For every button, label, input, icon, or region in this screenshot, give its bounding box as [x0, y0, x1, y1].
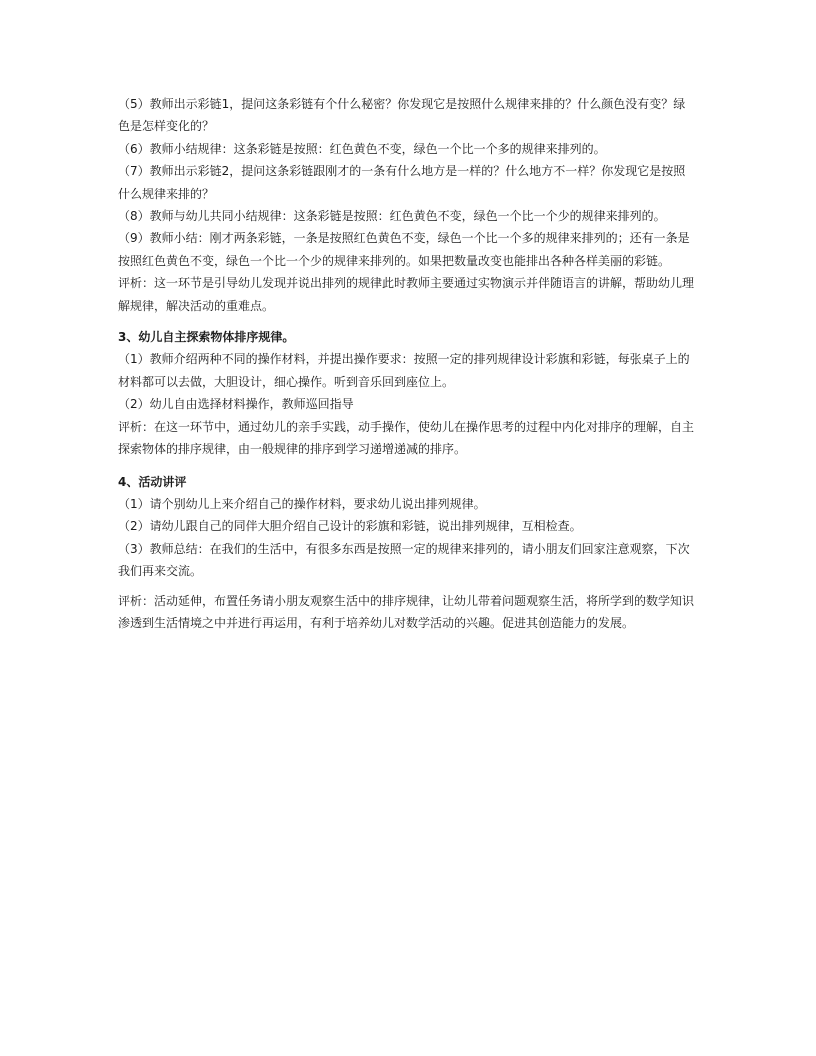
commentary-line: 评析：在这一环节中，通过幼儿的亲手实践，动手操作，使幼儿在操作思考的过程中内化对排序的理解，自主: [118, 419, 695, 434]
section-heading: 3、幼儿自主探索物体排序规律。: [118, 330, 295, 345]
commentary-line: 渗透到生活情境之中并进行再运用，有利于培养幼儿对数学活动的兴趣。促进其创造能力的发展。: [118, 615, 635, 630]
paragraph-line: 按照红色黄色不变，绿色一个比一个少的规律来排列的。如果把数量改变也能排出各种各样美丽的彩链。: [118, 253, 671, 268]
paragraph-line: （2）幼儿自由选择材料操作，教师巡回指导: [118, 397, 354, 412]
section-heading: 4、活动讲评: [118, 474, 187, 489]
paragraph-line: （8）教师与幼儿共同小结规律：这条彩链是按照：红色黄色不变，绿色一个比一个少的规律来排列的。: [118, 209, 666, 224]
commentary-line: 评析：活动延伸，布置任务请小朋友观察生活中的排序规律，让幼儿带着问题观察生活，将所学到的数学知识: [118, 593, 695, 608]
section-3: [118, 326, 700, 460]
paragraph-line: （6）教师小结规律：这条彩链是按照：红色黄色不变，绿色一个比一个多的规律来排列的。: [118, 141, 606, 156]
paragraph-line: （1）教师介绍两种不同的操作材料，并提出操作要求：按照一定的排列规律设计彩旗和彩链，每张桌子上的: [118, 352, 690, 367]
paragraph-line: （2）请幼儿跟自己的同伴大胆介绍自己设计的彩旗和彩链，说出排列规律，互相检查。: [118, 519, 582, 534]
paragraph-line: （7）教师出示彩链2，提问这条彩链跟刚才的一条有什么地方是一样的？什么地方不一样？你发现它是按照: [118, 164, 686, 179]
paragraph-line: 材料都可以去做，大胆设计，细心操作。听到音乐回到座位上。: [118, 374, 455, 389]
paragraph-line: （5）教师出示彩链1，提问这条彩链有个什么秘密？你发现它是按照什么规律来排的？什么颜色没有变？绿: [118, 97, 686, 111]
commentary-line: 评析：这一环节是引导幼儿发现并说出排列的规律此时教师主要通过实物演示并伴随语言的讲解，帮助幼儿理: [118, 276, 695, 291]
section-2-continuation: [118, 93, 700, 317]
final-commentary: [118, 590, 700, 635]
paragraph-line: （9）教师小结：刚才两条彩链，一条是按照红色黄色不变，绿色一个比一个多的规律来排列的；还有一条是: [118, 231, 690, 246]
section-4: [118, 471, 700, 583]
paragraph-line: （1）请个别幼儿上来介绍自己的操作材料，要求幼儿说出排列规律。: [118, 496, 486, 511]
commentary-line: 解规律，解决活动的重难点。: [118, 298, 275, 313]
paragraph-line: 色是怎样变化的？: [118, 119, 215, 134]
document-page: [118, 93, 700, 634]
commentary-line: 探索物体的排序规律，由一般规律的排序到学习递增递减的排序。: [118, 442, 467, 457]
paragraph-line: 什么规律来排的？: [118, 186, 215, 201]
paragraph-line: （3）教师总结：在我们的生活中，有很多东西是按照一定的规律来排列的，请小朋友们回家注意观察，下次: [118, 541, 690, 556]
paragraph-line: 我们再来交流。: [118, 564, 203, 579]
